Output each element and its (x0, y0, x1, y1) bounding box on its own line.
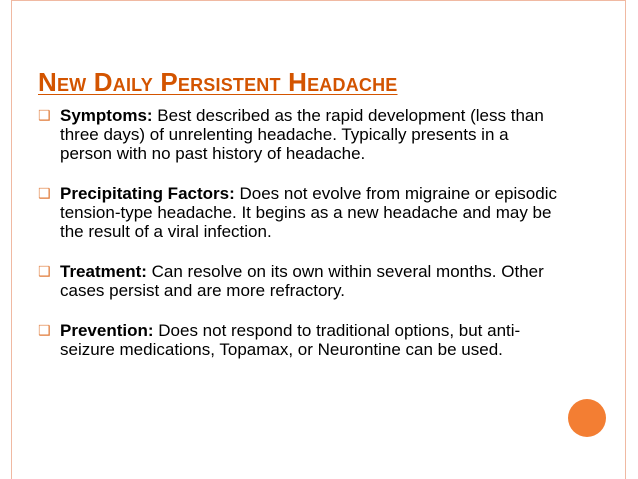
hollow-square-bullet-icon: ❑ (38, 264, 51, 280)
bullet-item-symptoms (38, 106, 558, 163)
bullet-term: Symptoms: (60, 106, 153, 125)
slide-title (38, 67, 598, 97)
bullet-term: Precipitating Factors: (60, 184, 235, 203)
hollow-square-bullet-icon: ❑ (38, 323, 51, 339)
bullet-text: Best described as the rapid development (less than three days) of unrelenting headache. Typically presents in a person with no past history of headache. (60, 106, 544, 163)
bullet-text: Does not respond to traditional options, but anti-seizure medications, Topamax, or Neurontine can be used. (60, 321, 521, 359)
slide-title-text: New Daily Persistent Headache (38, 67, 398, 97)
bullet-term: Prevention: (60, 321, 154, 340)
bullet-text: Can resolve on its own within several months. Other cases persist and are more refractory. (60, 262, 544, 300)
bullet-term: Treatment: (60, 262, 147, 281)
bullet-list (38, 106, 558, 380)
hollow-square-bullet-icon: ❑ (38, 108, 51, 124)
hollow-square-bullet-icon: ❑ (38, 186, 51, 202)
bullet-item-prevention (38, 321, 558, 359)
bullet-text: Does not evolve from migraine or episodic tension-type headache. It begins as a new headache and may be the result of a viral infection. (60, 184, 557, 241)
bullet-item-treatment (38, 262, 558, 300)
bullet-item-precipitating-factors (38, 184, 558, 241)
decorative-orange-dot (568, 399, 606, 437)
